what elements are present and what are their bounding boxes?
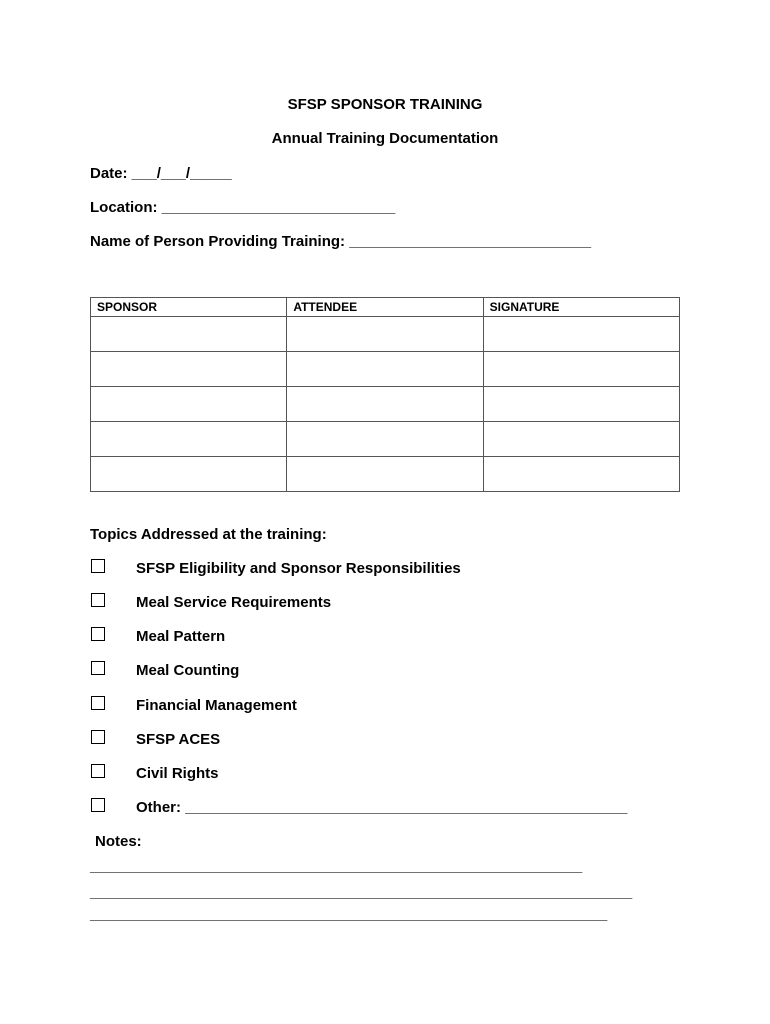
topics-heading: Topics Addressed at the training: (90, 526, 327, 543)
topic-label: Meal Counting (136, 662, 240, 679)
topic-item-eligibility (90, 559, 710, 579)
topic-label: Meal Pattern (136, 628, 226, 645)
signature-cell[interactable] (483, 422, 679, 457)
notes-label: Notes: (95, 833, 142, 850)
sponsor-cell[interactable] (91, 352, 287, 387)
signature-cell[interactable] (483, 317, 679, 352)
signature-cell[interactable] (483, 387, 679, 422)
trainer-name-field[interactable]: Name of Person Providing Training: _____________________________ (90, 233, 592, 250)
attendee-cell[interactable] (287, 352, 483, 387)
attendee-cell[interactable] (287, 317, 483, 352)
sponsor-cell[interactable] (91, 457, 287, 492)
column-header-signature: SIGNATURE (483, 298, 679, 317)
topic-label: Civil Rights (136, 765, 219, 782)
table-row (91, 457, 680, 492)
sponsor-cell[interactable] (91, 422, 287, 457)
checkbox[interactable] (91, 661, 105, 675)
topic-item-meal-service (90, 593, 710, 613)
checkbox[interactable] (91, 730, 105, 744)
table-row (91, 387, 680, 422)
topic-label: Meal Service Requirements (136, 594, 332, 611)
document-subtitle: Annual Training Documentation (271, 130, 499, 147)
attendance-table (90, 297, 680, 492)
table-row (91, 352, 680, 387)
topic-item-other (90, 798, 710, 818)
attendee-cell[interactable] (287, 457, 483, 492)
notes-line[interactable]: ______________________________________________________________ (90, 906, 608, 923)
location-field[interactable]: Location: ____________________________ (90, 199, 396, 216)
topic-label: SFSP Eligibility and Sponsor Responsibilities (136, 560, 461, 577)
date-field[interactable]: Date: ___/___/_____ (90, 165, 232, 182)
checkbox[interactable] (91, 559, 105, 573)
checkbox[interactable] (91, 798, 105, 812)
checkbox[interactable] (91, 627, 105, 641)
checkbox[interactable] (91, 764, 105, 778)
topic-item-financial (90, 696, 710, 716)
topic-label[interactable]: Other: _____________________________________________________ (136, 799, 628, 816)
checkbox[interactable] (91, 593, 105, 607)
notes-line[interactable]: _________________________________________________________________ (90, 884, 633, 901)
sponsor-cell[interactable] (91, 317, 287, 352)
column-header-sponsor: SPONSOR (91, 298, 287, 317)
signature-cell[interactable] (483, 352, 679, 387)
sponsor-cell[interactable] (91, 387, 287, 422)
signature-cell[interactable] (483, 457, 679, 492)
table-row (91, 317, 680, 352)
attendee-cell[interactable] (287, 422, 483, 457)
notes-line[interactable]: ___________________________________________________________ (90, 858, 583, 875)
table-header-row (91, 298, 680, 317)
document-title: SFSP SPONSOR TRAINING (287, 96, 483, 113)
topic-item-meal-pattern (90, 627, 710, 647)
column-header-attendee: ATTENDEE (287, 298, 483, 317)
attendee-cell[interactable] (287, 387, 483, 422)
topic-label: SFSP ACES (136, 731, 221, 748)
checkbox[interactable] (91, 696, 105, 710)
topic-item-civil-rights (90, 764, 710, 784)
topic-item-meal-counting (90, 661, 710, 681)
topic-item-aces (90, 730, 710, 750)
table-row (91, 422, 680, 457)
topic-label: Financial Management (136, 697, 297, 714)
